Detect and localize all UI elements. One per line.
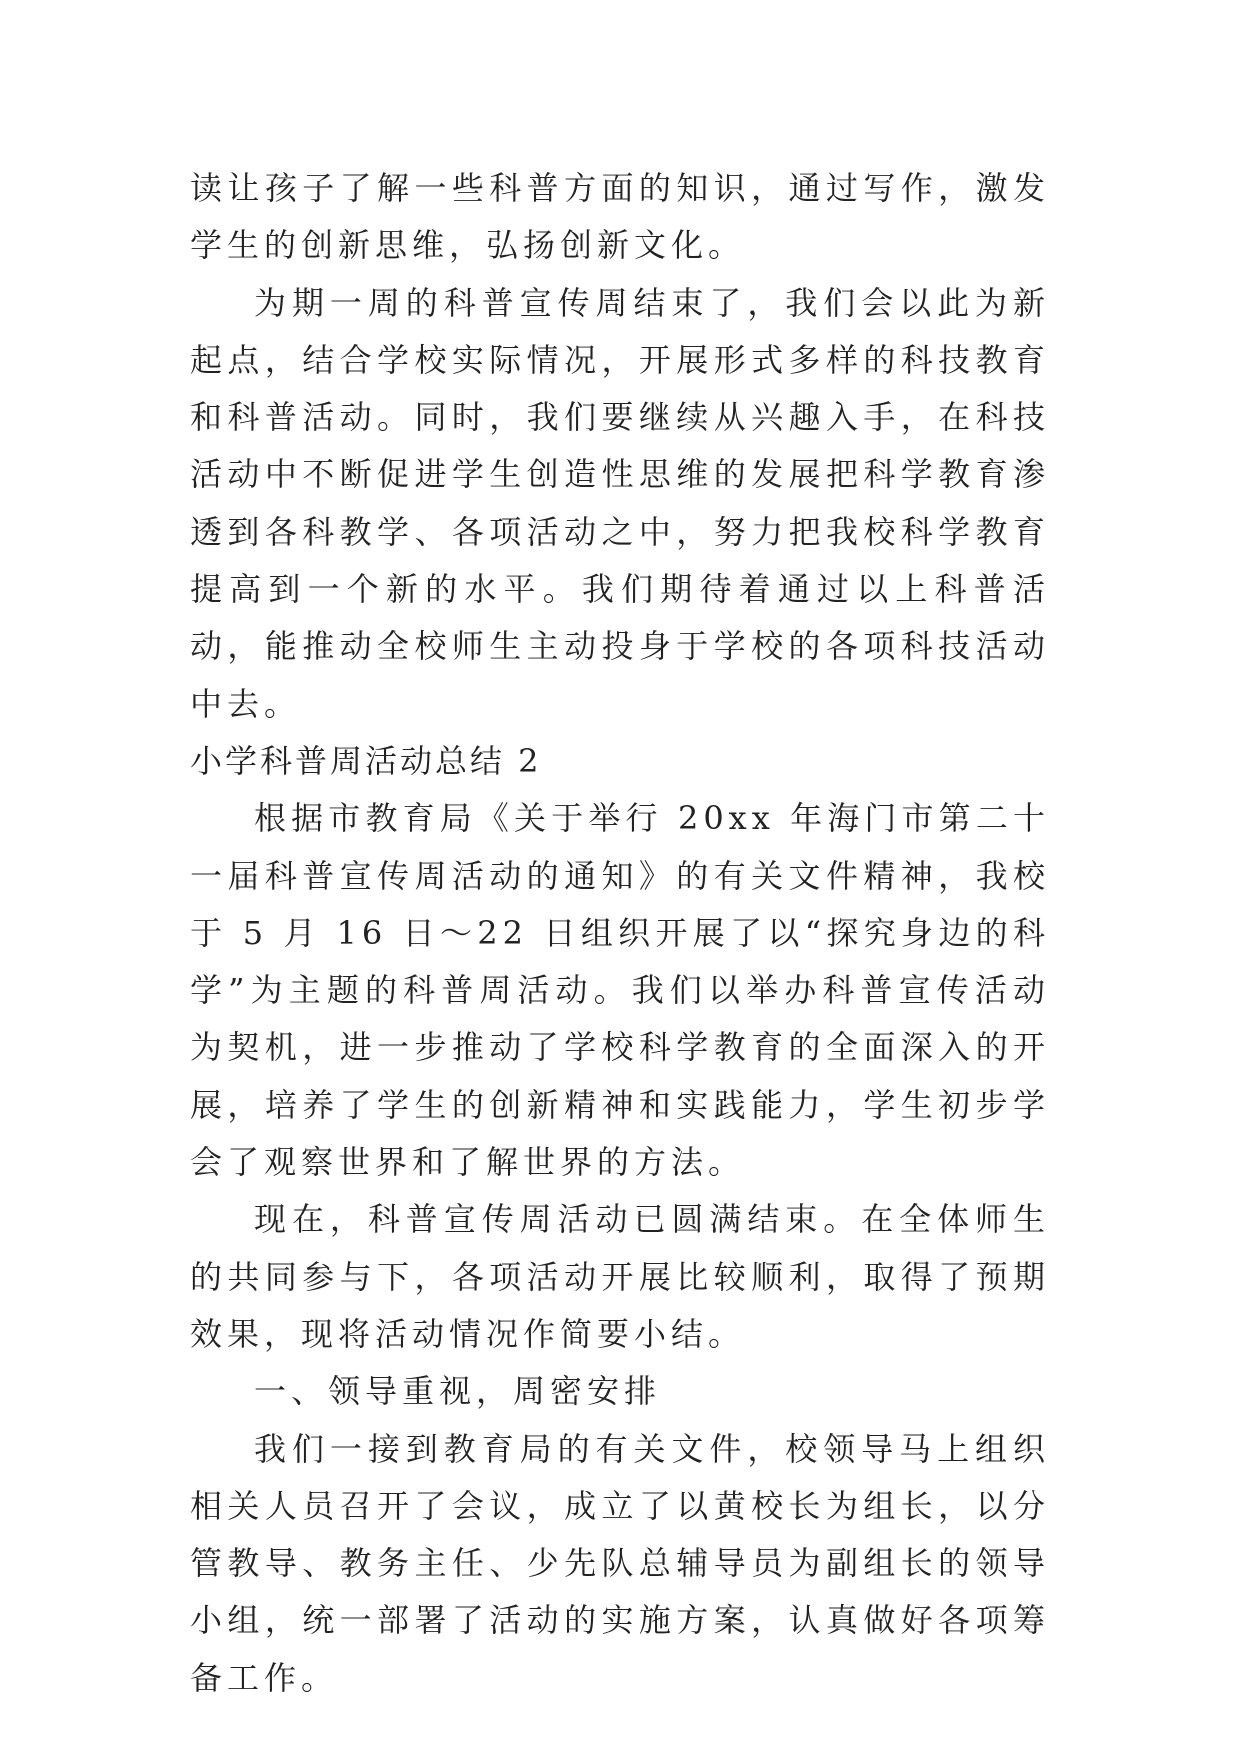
paragraph-intro-continuation: 读让孩子了解一些科普方面的知识，通过写作，激发学生的创新思维，弘扬创新文化。 (190, 169, 1050, 265)
paragraph-notice-background: 根据市教育局《关于举行 20xx 年海门市第二十一届科普宣传周活动的通知》的有关文件精神，我校于 5 月 16 日～22 日组织开展了以“探究身边的科学”为主题的科普周活动。我们以举办科普宣传活动为契机，进一步推动了学校科学教育的全面深入的开展，培养了学生的创新精神和实践能力，学生初步学会了观察世界和了解世界的方法。 (190, 799, 1050, 1182)
section-heading: 小学科普周活动总结 2 (190, 741, 542, 780)
paragraph-week-conclusion: 为期一周的科普宣传周结束了，我们会以此为新起点，结合学校实际情况，开展形式多样的科技教育和科普活动。同时，我们要继续从兴趣入手，在科技活动中不断促进学生创造性思维的发展把科学教育渗透到各科教学、各项活动之中，努力把我校科学教育提高到一个新的水平。我们期待着通过以上科普活动，能推动全校师生主动投身于学校的各项科技活动中去。 (190, 283, 1050, 723)
paragraph-summary-intro: 现在，科普宣传周活动已圆满结束。在全体师生的共同参与下，各项活动开展比较顺利，取得了预期效果，现将活动情况作简要小结。 (190, 1200, 1050, 1353)
paragraph-leadership-details: 我们一接到教育局的有关文件，校领导马上组织相关人员召开了会议，成立了以黄校长为组长，以分管教导、教务主任、少先队总辅导员为副组长的领导小组，统一部署了活动的实施方案，认真做好各项筹备工作。 (190, 1429, 1050, 1697)
subheading-leadership: 一、领导重视，周密安排 (254, 1372, 662, 1411)
document-body (190, 160, 1050, 1707)
